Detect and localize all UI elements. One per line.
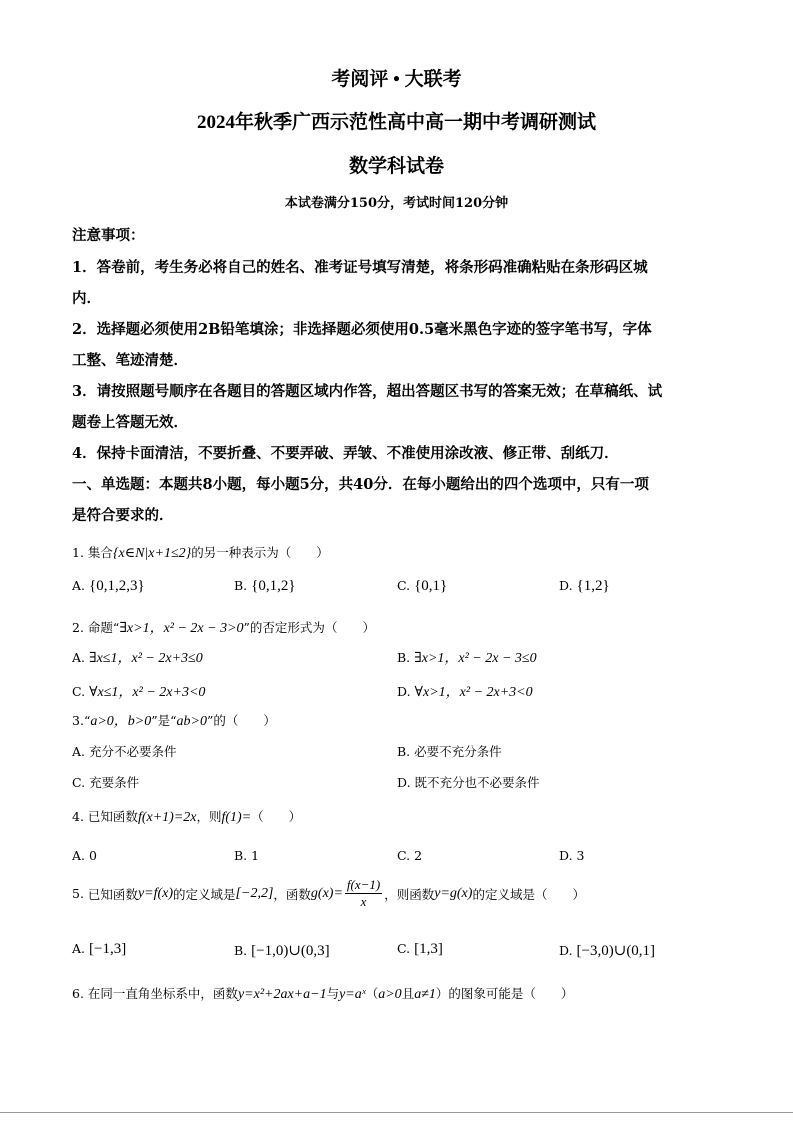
question-3 bbox=[72, 710, 276, 730]
option-label: A. bbox=[72, 941, 86, 956]
option-text: 充要条件 bbox=[89, 775, 140, 790]
option-label: B. bbox=[234, 578, 248, 593]
question-math: f(x+1)=2x bbox=[137, 810, 197, 825]
note-4: 4．保持卡面清洁，不要折叠、不要弄破、弄皱、不准使用涂改液、修正带、刮纸刀． bbox=[72, 445, 619, 462]
option-label: D. bbox=[559, 848, 573, 863]
section-1-instructions-line-1: 一、单选题：本题共8小题，每小题5分，共40分．在每小题给出的四个选项中，只有一项 bbox=[72, 476, 649, 493]
q1-option-a[interactable] bbox=[72, 578, 145, 595]
fraction bbox=[345, 877, 382, 910]
question-math: y=aˣ bbox=[339, 987, 366, 1002]
q3-option-b[interactable] bbox=[397, 742, 502, 760]
question-6 bbox=[72, 984, 573, 1003]
note-2-line-1: 2．选择题必须使用2B铅笔填涂；非选择题必须使用0.5毫米黑色字迹的签字笔书写，字体 bbox=[72, 321, 652, 338]
option-text: {1,2} bbox=[576, 578, 610, 594]
q4-option-d[interactable] bbox=[559, 848, 585, 863]
option-label: C. bbox=[397, 941, 411, 956]
question-text: 的定义域是（ ） bbox=[472, 886, 585, 902]
option-text: 充分不必要条件 bbox=[89, 744, 177, 759]
question-1 bbox=[72, 543, 329, 562]
question-text: 且 bbox=[401, 986, 415, 1001]
option-text: [−1,3] bbox=[89, 941, 127, 957]
q2-option-d[interactable] bbox=[397, 681, 533, 701]
option-label: C. bbox=[72, 684, 86, 699]
note-3-line-1: 3．请按照题号顺序在各题目的答题区域内作答，超出答题区书写的答案无效；在草稿纸、试 bbox=[72, 383, 663, 400]
option-label: A. bbox=[72, 848, 86, 863]
question-number: 4. bbox=[72, 809, 84, 824]
question-text: 的定义域是 bbox=[173, 886, 236, 902]
option-text: 0 bbox=[89, 848, 97, 863]
note-3-line-2: 题卷上答题无效． bbox=[72, 414, 188, 431]
exam-score-time: 本试卷满分150分，考试时间120分钟 bbox=[284, 196, 509, 211]
option-text: 1 bbox=[251, 848, 260, 863]
note-1-line-2: 内． bbox=[72, 290, 101, 307]
q2-option-c[interactable] bbox=[72, 681, 205, 701]
option-text: 必要不充分条件 bbox=[414, 744, 502, 759]
option-label: C. bbox=[397, 848, 411, 863]
question-math: y=f(x) bbox=[137, 885, 174, 901]
question-text: 命题“ bbox=[87, 620, 120, 635]
q2-option-b[interactable] bbox=[397, 647, 537, 667]
question-math: y=x²+2ax+a−1 bbox=[237, 987, 327, 1002]
question-math: f(1)= bbox=[221, 810, 252, 825]
q1-option-b[interactable] bbox=[234, 578, 296, 595]
q3-option-a[interactable] bbox=[72, 742, 177, 760]
option-label: D. bbox=[559, 943, 573, 958]
question-math: ab>0 bbox=[176, 714, 207, 729]
option-text: ∀x>1，x² − 2x+3<0 bbox=[414, 685, 533, 700]
option-text: [−1,0)∪(0,3] bbox=[251, 943, 330, 959]
question-text: 集合 bbox=[87, 545, 113, 560]
q4-option-a[interactable] bbox=[72, 848, 97, 863]
question-number: 3. bbox=[72, 713, 84, 728]
q2-option-a[interactable] bbox=[72, 647, 203, 667]
option-label: D. bbox=[559, 578, 573, 593]
question-text: ，则函数 bbox=[384, 886, 435, 902]
question-number: 1. bbox=[72, 545, 84, 560]
question-math: a≠1 bbox=[414, 987, 436, 1002]
question-math: [−2,2] bbox=[235, 885, 274, 901]
question-math: ∃x>1，x² − 2x − 3>0 bbox=[119, 621, 244, 636]
question-number: 6. bbox=[72, 986, 84, 1001]
notes-heading: 注意事项： bbox=[72, 227, 145, 244]
question-number: 5. bbox=[72, 886, 84, 901]
q4-option-b[interactable] bbox=[234, 848, 259, 863]
q5-option-c[interactable] bbox=[397, 941, 443, 958]
fraction-numerator: f(x−1) bbox=[346, 877, 381, 892]
question-text: ”是“ bbox=[151, 713, 177, 728]
option-text: {0,1} bbox=[414, 578, 448, 594]
question-text: ”的否定形式为（ ） bbox=[243, 620, 375, 635]
option-text: 3 bbox=[576, 848, 585, 863]
option-text: ∃x>1，x² − 2x − 3≤0 bbox=[414, 651, 537, 666]
question-2 bbox=[72, 617, 375, 637]
q5-option-a[interactable] bbox=[72, 941, 126, 958]
option-text: ∀x≤1，x² − 2x+3<0 bbox=[89, 685, 206, 700]
question-5 bbox=[72, 877, 585, 910]
question-text: 与 bbox=[326, 986, 340, 1001]
q3-option-d[interactable] bbox=[397, 773, 540, 791]
question-math: g(x)= bbox=[310, 885, 343, 901]
question-math: a>0 bbox=[378, 987, 402, 1002]
option-label: B. bbox=[397, 744, 411, 759]
question-text: 的另一种表示为（ ） bbox=[191, 545, 329, 560]
q1-option-d[interactable] bbox=[559, 578, 610, 595]
option-label: B. bbox=[234, 848, 248, 863]
page-bottom-divider bbox=[0, 1112, 793, 1113]
option-label: D. bbox=[397, 684, 411, 699]
option-text: {0,1,2} bbox=[251, 578, 296, 594]
exam-title: 2024年秋季广西示范性高中高一期中考调研测试 bbox=[196, 112, 596, 133]
question-text: ，则 bbox=[196, 809, 222, 824]
option-label: C. bbox=[72, 775, 86, 790]
question-number: 2. bbox=[72, 620, 84, 635]
question-text: ”的（ ） bbox=[206, 713, 276, 728]
option-label: D. bbox=[397, 775, 411, 790]
fraction-denominator: x bbox=[360, 894, 367, 909]
question-text: 已知函数 bbox=[87, 809, 138, 824]
q5-option-b[interactable] bbox=[234, 941, 330, 960]
option-label: A. bbox=[72, 650, 86, 665]
question-4 bbox=[72, 807, 301, 826]
option-text: 2 bbox=[414, 848, 423, 863]
option-text: 既不充分也不必要条件 bbox=[414, 775, 540, 790]
question-text: （ bbox=[365, 986, 379, 1001]
question-text: 在同一直角坐标系中，函数 bbox=[87, 986, 238, 1001]
option-text: {0,1,2,3} bbox=[89, 578, 145, 594]
question-math: y=g(x) bbox=[434, 885, 473, 901]
q3-option-c[interactable] bbox=[72, 773, 139, 791]
option-text: [1,3] bbox=[414, 941, 443, 957]
option-text: [−3,0)∪(0,1] bbox=[576, 943, 656, 959]
question-text: ）的图象可能是（ ） bbox=[435, 986, 574, 1001]
q4-option-c[interactable] bbox=[397, 848, 422, 863]
question-math: {x∈N|x+1≤2} bbox=[112, 546, 192, 561]
option-label: B. bbox=[397, 650, 411, 665]
q1-option-c[interactable] bbox=[397, 578, 447, 595]
option-text: ∃x≤1，x² − 2x+3≤0 bbox=[89, 651, 203, 666]
section-1-instructions-line-2: 是符合要求的． bbox=[72, 507, 174, 524]
option-label: A. bbox=[72, 578, 86, 593]
note-2-line-2: 工整、笔迹清楚． bbox=[72, 352, 188, 369]
question-text: “ bbox=[83, 713, 91, 728]
exam-subject-title: 数学科试卷 bbox=[348, 156, 444, 177]
q5-option-d[interactable] bbox=[559, 941, 655, 960]
option-label: B. bbox=[234, 943, 248, 958]
option-label: A. bbox=[72, 744, 86, 759]
option-label: C. bbox=[397, 578, 411, 593]
question-text: 已知函数 bbox=[87, 886, 138, 902]
question-math: a>0，b>0 bbox=[90, 714, 152, 729]
note-1-line-1: 1．答卷前，考生务必将自己的姓名、准考证号填写清楚，将条形码准确粘贴在条形码区城 bbox=[72, 259, 648, 276]
question-text: （ ） bbox=[251, 809, 302, 824]
question-text: ，函数 bbox=[273, 886, 311, 902]
exam-brand-title: 考阅评 • 大联考 bbox=[331, 69, 462, 90]
